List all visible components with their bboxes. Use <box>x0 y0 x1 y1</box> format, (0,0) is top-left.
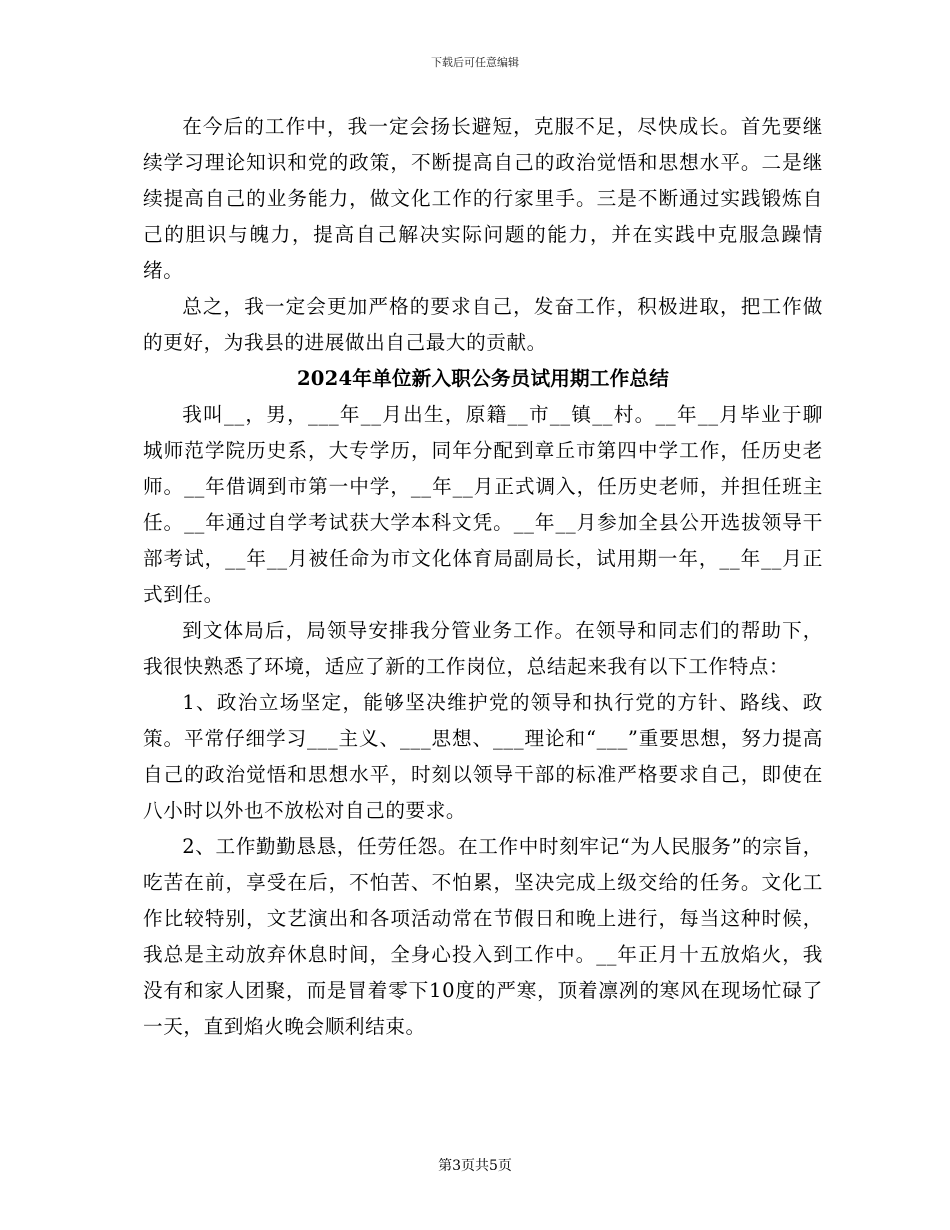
paragraph-personal-background: 我叫__，男，___年__月出生，原籍__市__镇__村。__年__月毕业于聊城师范学院历史系，大专学历，同年分配到章丘市第四中学工作，任历史老师。__年借调到市第一中学，__年__月正式调入，任历史老师，并担任班主任。__年通过自学考试获大学本科文凭。__年__月参加全县公开选拔领导干部考试，__年__月被任命为市文化体育局副局长，试用期一年，__年__月正式到任。 <box>143 403 823 606</box>
paragraph-work-overview: 到文体局后，局领导安排我分管业务工作。在领导和同志们的帮助下，我很快熟悉了环境，适应了新的工作岗位，总结起来我有以下工作特点： <box>143 619 823 678</box>
paragraph-work-diligence: 2、工作勤勤恳恳，任劳任怨。在工作中时刻牢记“为人民服务”的宗旨，吃苦在前，享受在后，不怕苦、不怕累，坚决完成上级交给的任务。文化工作比较特别，文艺演出和各项活动常在节假日和晚上进行，每当这种时候，我总是主动放弃休息时间，全身心投入到工作中。__年正月十五放焰火，我没有和家人团聚，而是冒着零下10度的严寒，顶着凛冽的寒风在现场忙碌了一天，直到焰火晚会顺利结束。 <box>143 835 823 1038</box>
page-header: 下载后可任意编辑 <box>431 56 519 69</box>
paragraph-political-stance: 1、政治立场坚定，能够坚决维护党的领导和执行党的方针、路线、政策。平常仔细学习___主义、___思想、___理论和“___”重要思想，努力提高自己的政治觉悟和思想水平，时刻以领导干部的标准严格要求自己，即使在八小时以外也不放松对自己的要求。 <box>143 691 823 822</box>
paragraph-improvement-plan: 在今后的工作中，我一定会扬长避短，克服不足，尽快成长。首先要继续学习理论知识和党的政策，不断提高自己的政治觉悟和思想水平。二是继续提高自己的业务能力，做文化工作的行家里手。三是不断通过实践锻炼自己的胆识与魄力，提高自己解决实际问题的能力，并在实践中克服急躁情绪。 <box>143 115 823 282</box>
document-title: 2024年单位新入职公务员试用期工作总结 <box>296 367 670 390</box>
page-footer: 第3页共5页 <box>438 1158 512 1174</box>
document-body <box>143 109 823 1045</box>
paragraph-conclusion: 总之，我一定会更加严格的要求自己，发奋工作，积极进取，把工作做的更好，为我县的进展做出自己最大的贡献。 <box>143 295 823 354</box>
